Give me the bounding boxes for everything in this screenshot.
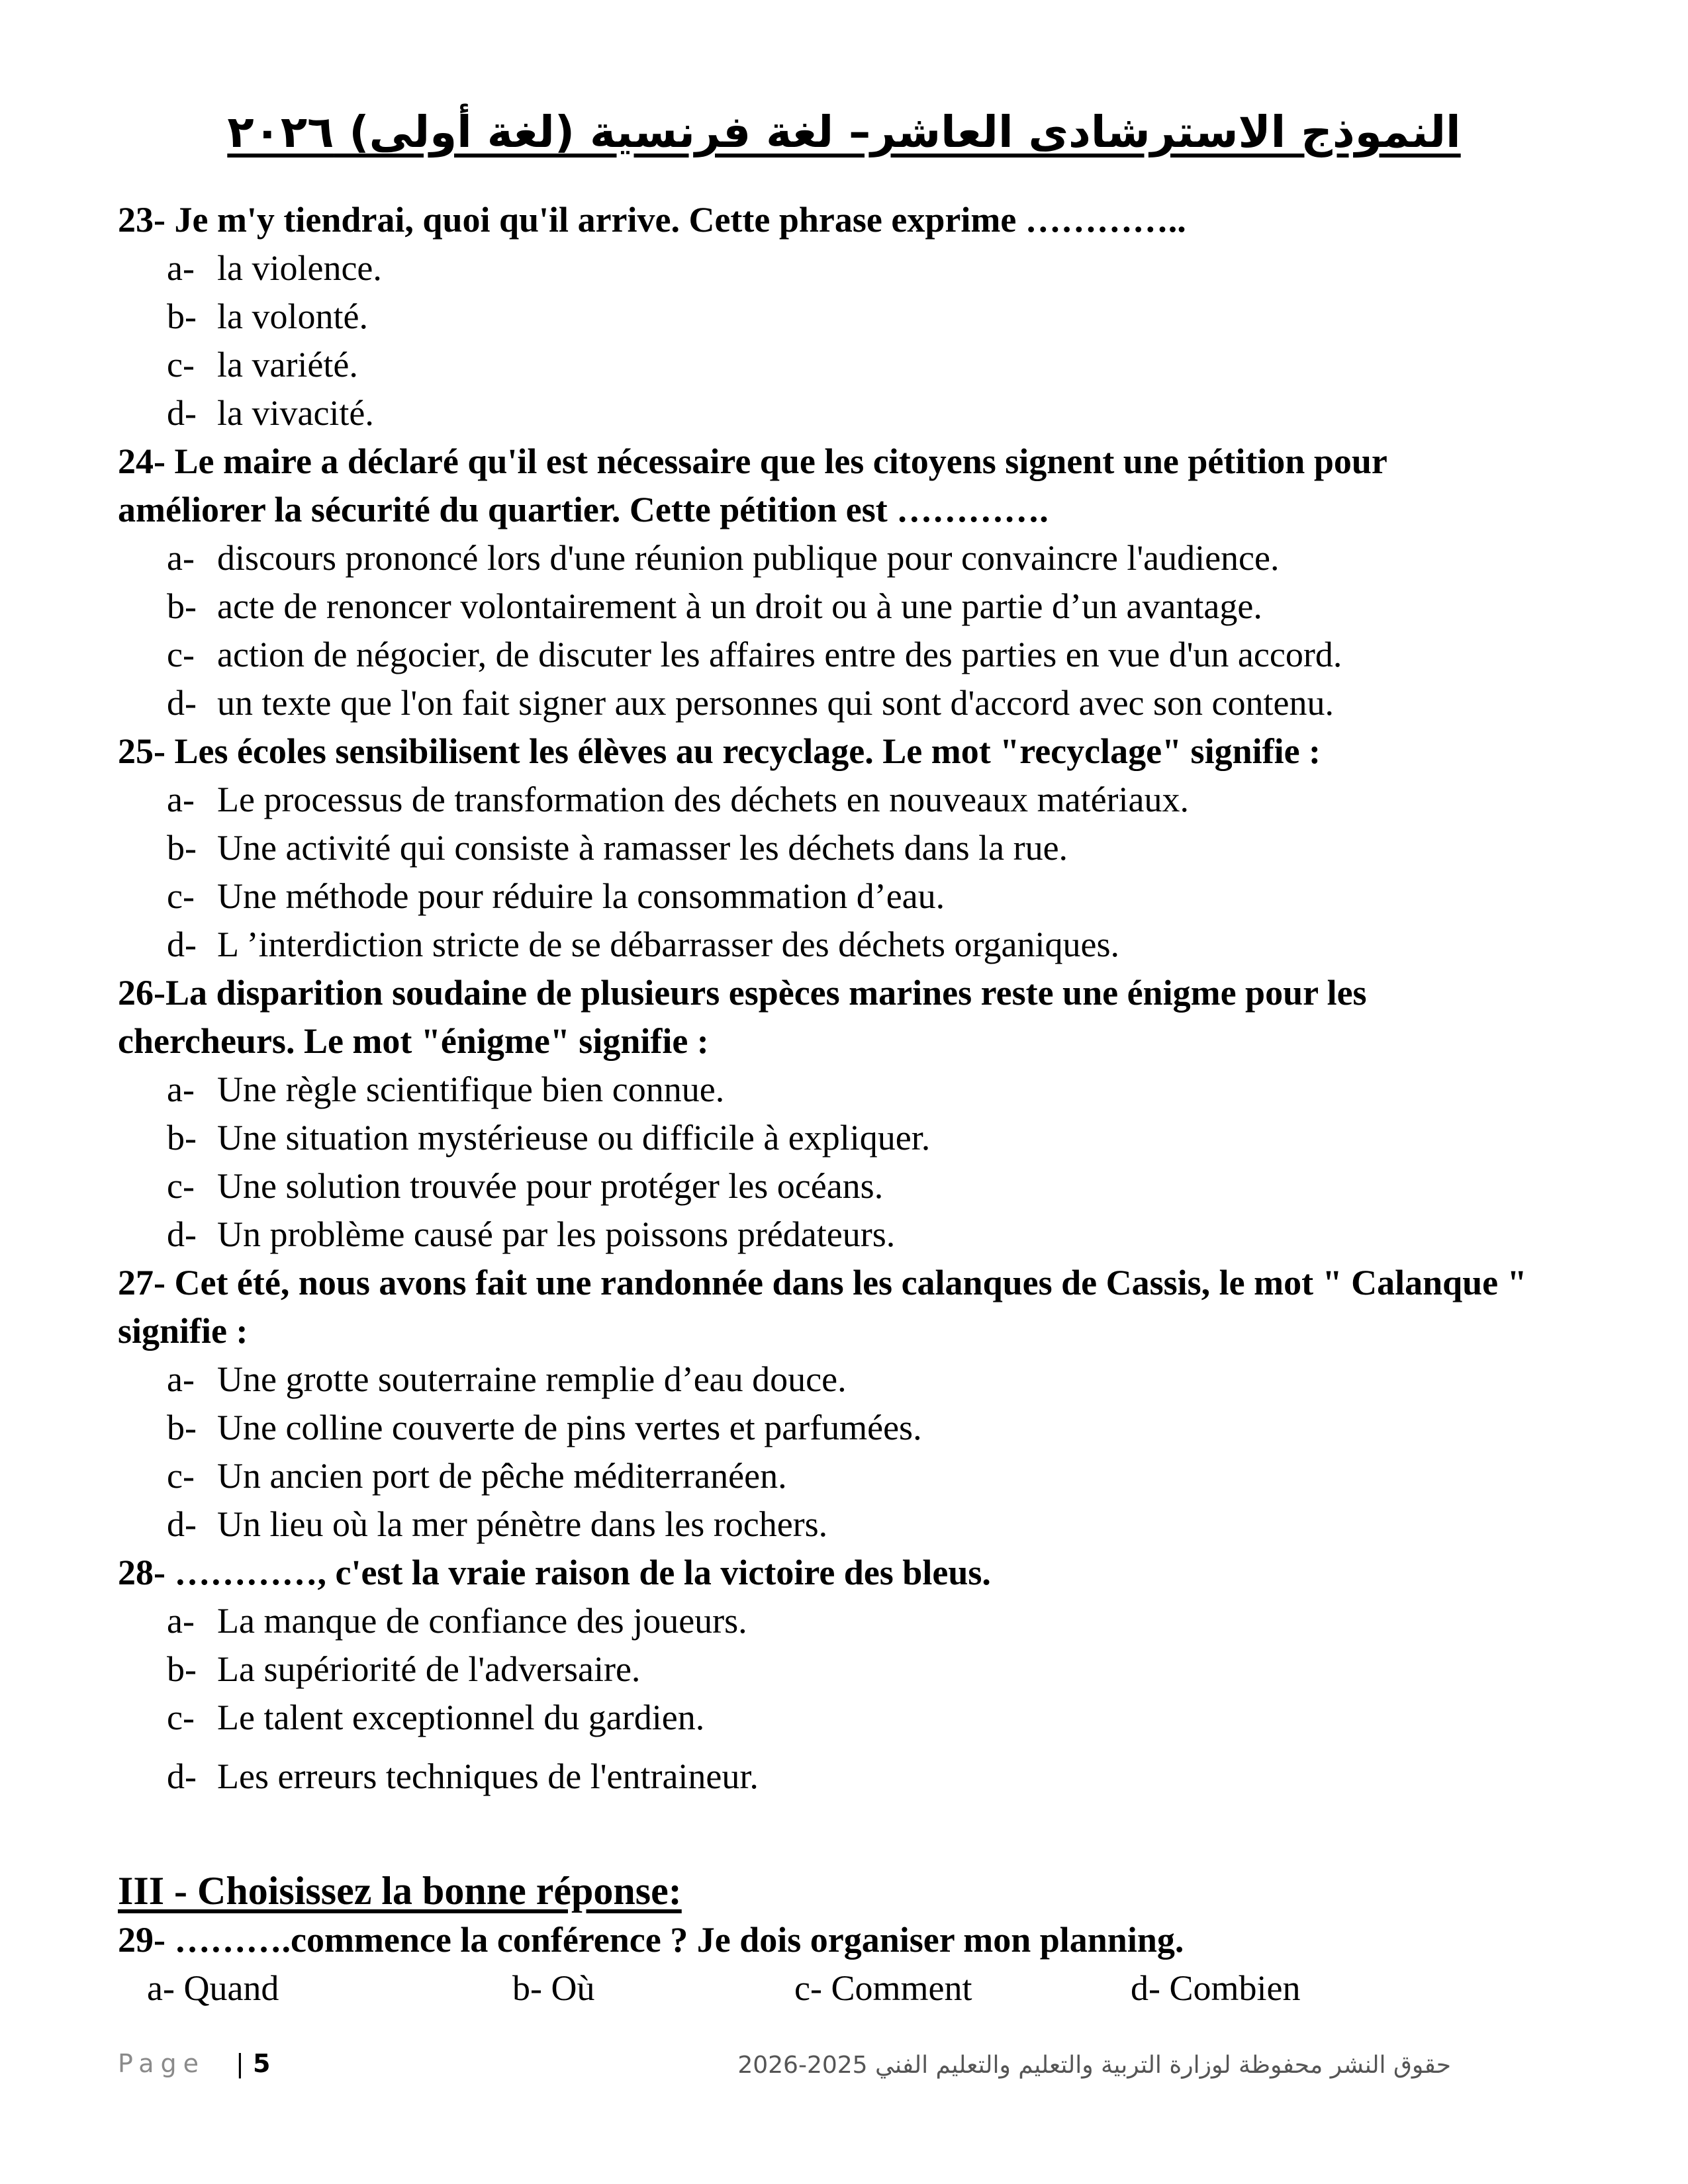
option-letter: d- (167, 1756, 197, 1796)
option-text: Une situation mystérieuse ou difficile à expliquer. (217, 1118, 931, 1158)
question-text: 29- ……….commence la conférence ? Je dois organiser mon planning. (118, 1920, 1184, 1960)
answer-option (118, 631, 1528, 679)
answer-option (118, 582, 1528, 631)
answer-option (118, 534, 1528, 582)
answer-option (118, 679, 1528, 727)
exam-content (118, 196, 1528, 2013)
option-letter: a- (167, 780, 195, 819)
question-block (118, 969, 1528, 1259)
answer-option (118, 1694, 1528, 1742)
option-text: Un ancien port de pêche méditerranéen. (217, 1456, 787, 1496)
option-text: L ’interdiction stricte de se débarrasser des déchets organiques. (217, 925, 1119, 964)
copyright-notice: حقوق النشر محفوظة لوزارة التربية والتعليم والتعليم الفني 2025-2026 (737, 2052, 1451, 2079)
answer-option (118, 776, 1528, 824)
option-text: Une activité qui consiste à ramasser les déchets dans la rue. (217, 828, 1068, 868)
question-block (118, 437, 1528, 727)
option-text: Le talent exceptionnel du gardien. (217, 1698, 705, 1737)
option-letter: a- (167, 248, 195, 288)
option-letter: b- (167, 586, 197, 626)
option-letter: b- (167, 296, 197, 336)
option-letter: c- (167, 876, 195, 916)
inline-options-row (118, 1964, 1528, 2013)
option-letter: b- (167, 828, 197, 868)
option-letter: c- (167, 1166, 195, 1206)
header-title: النموذج الاسترشادى العاشر– لغة فرنسية (لغة أولى) ٢٠٢٦ (227, 107, 1461, 158)
inline-option: a- Quand (147, 1968, 279, 2008)
option-letter: c- (167, 345, 195, 385)
answer-option (118, 872, 1528, 921)
option-letter: b- (167, 1118, 197, 1158)
inline-option: d- Combien (1131, 1968, 1301, 2008)
question-block (118, 1549, 1528, 1801)
option-text: Un lieu où la mer pénètre dans les rochers. (217, 1504, 828, 1544)
option-letter: d- (167, 1214, 197, 1254)
question-text: 25- Les écoles sensibilisent les élèves au recyclage. Le mot "recyclage" signifie : (118, 731, 1321, 771)
question-text: 28- …………, c'est la vraie raison de la victoire des bleus. (118, 1553, 991, 1592)
answer-option (118, 1066, 1528, 1114)
page-footer (118, 2049, 1528, 2089)
answer-option (118, 1162, 1528, 1210)
question-text: 26-La disparition soudaine de plusieurs espèces marines reste une énigme pour les chercheurs. Le mot "énigme" signifie : (118, 973, 1367, 1061)
option-text: Une grotte souterraine remplie d’eau douce. (217, 1359, 847, 1399)
option-text: Un problème causé par les poissons prédateurs. (217, 1214, 896, 1254)
inline-option: b- Où (512, 1968, 595, 2008)
option-letter: a- (167, 1069, 195, 1109)
question-text: 27- Cet été, nous avons fait une randonnée dans les calanques de Cassis, le mot " Calanque " signifie : (118, 1263, 1527, 1351)
answer-option (118, 293, 1528, 341)
question-block (118, 727, 1528, 969)
option-text: action de négocier, de discuter les affaires entre des parties en vue d'un accord. (217, 635, 1342, 674)
option-text: La manque de confiance des joueurs. (217, 1601, 747, 1641)
answer-option (118, 1404, 1528, 1452)
option-letter: a- (167, 1359, 195, 1399)
answer-option (118, 244, 1528, 293)
answer-option (118, 1752, 1528, 1801)
option-text: la vivacité. (217, 393, 374, 433)
answer-option (118, 341, 1528, 389)
answer-option (118, 1452, 1528, 1500)
answer-option (118, 1500, 1528, 1549)
option-text: Les erreurs techniques de l'entraineur. (217, 1756, 759, 1796)
option-letter: a- (167, 1601, 195, 1641)
answer-option (118, 1597, 1528, 1645)
option-text: La supériorité de l'adversaire. (217, 1649, 641, 1689)
option-letter: c- (167, 1456, 195, 1496)
option-text: Le processus de transformation des déchets en nouveaux matériaux. (217, 780, 1189, 819)
option-text: Une colline couverte de pins vertes et parfumées. (217, 1408, 922, 1447)
answer-option (118, 1645, 1528, 1694)
answer-option (118, 824, 1528, 872)
option-letter: d- (167, 1504, 197, 1544)
option-letter: d- (167, 925, 197, 964)
option-letter: d- (167, 393, 197, 433)
option-letter: b- (167, 1408, 197, 1447)
option-text: Une règle scientifique bien connue. (217, 1069, 725, 1109)
answer-option (118, 1210, 1528, 1259)
question-block (118, 1259, 1528, 1549)
option-text: la volonté. (217, 296, 368, 336)
option-text: un texte que l'on fait signer aux personnes qui sont d'accord avec son contenu. (217, 683, 1334, 723)
answer-option (118, 389, 1528, 437)
page-number: 5 (253, 2049, 271, 2078)
option-letter: c- (167, 1698, 195, 1737)
option-letter: b- (167, 1649, 197, 1689)
section-title: III - Choisissez la bonne réponse: (118, 1869, 682, 1913)
question-block (118, 196, 1528, 437)
inline-option: c- Comment (794, 1968, 972, 2008)
option-letter: d- (167, 683, 197, 723)
page-header (0, 106, 1688, 159)
option-text: discours prononcé lors d'une réunion publique pour convaincre l'audience. (217, 538, 1280, 578)
option-text: acte de renoncer volontairement à un droit ou à une partie d’un avantage. (217, 586, 1262, 626)
answer-option (118, 1355, 1528, 1404)
option-text: la variété. (217, 345, 358, 385)
question-text: 24- Le maire a déclaré qu'il est nécessaire que les citoyens signent une pétition pour améliorer la sécurité du quartier. Cette pétition est …………. (118, 441, 1387, 529)
question-text: 23- Je m'y tiendrai, quoi qu'il arrive. Cette phrase exprime ………….. (118, 200, 1186, 240)
page-separator: | (236, 2049, 244, 2078)
section-heading (118, 1866, 1528, 1916)
option-text: Une solution trouvée pour protéger les océans. (217, 1166, 884, 1206)
page-label: Page (118, 2049, 205, 2078)
answer-option (118, 1114, 1528, 1162)
answer-option (118, 921, 1528, 969)
option-text: la violence. (217, 248, 382, 288)
option-letter: c- (167, 635, 195, 674)
option-text: Une méthode pour réduire la consommation d’eau. (217, 876, 945, 916)
option-letter: a- (167, 538, 195, 578)
